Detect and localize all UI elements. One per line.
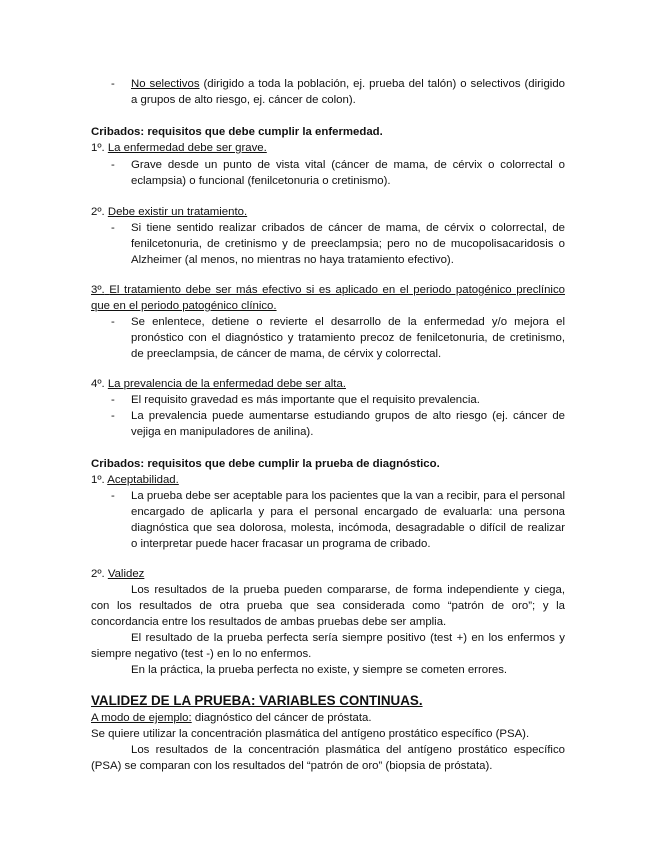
- requirement-title: [91, 204, 247, 220]
- requirement-number: 4º.: [91, 378, 105, 390]
- bullet-dash: -: [111, 159, 115, 171]
- text-line: a grupos de alto riesgo, ej. cáncer de colon).: [131, 94, 356, 106]
- text-line: con los resultados de otra prueba que sea considerada como “patrón de oro”; y la: [91, 600, 565, 612]
- text-line: El resultado de la prueba perfecta sería siempre positivo (test +) en los enfermos y: [131, 632, 565, 644]
- text-line: En la práctica, la prueba perfecta no existe, y siempre se cometen errores.: [131, 664, 508, 676]
- bullet-dash: -: [111, 316, 115, 328]
- text-line: La prevalencia puede aumentarse estudiando grupos de alto riesgo (ej. cáncer de: [131, 410, 565, 422]
- text-line: encargado de aplicarla y para el personal encargado de evaluarla: una persona: [131, 506, 565, 518]
- bullet-dash: -: [111, 410, 115, 422]
- example-text: diagnóstico del cáncer de próstata.: [194, 712, 372, 724]
- underlined-term: No selectivos: [131, 78, 200, 90]
- text-line: Alzheimer (al menos, no mientras no haya tratamiento efectivo).: [131, 254, 454, 266]
- text-line: fenilcetonuria, de cretinismo y de preeclampsia; pero no de mucopolisacaridosis o: [131, 238, 565, 250]
- bullet-dash: -: [111, 78, 115, 90]
- requirement-title-text: Debe existir un tratamiento.: [107, 206, 248, 218]
- requirement-number: 2º.: [91, 568, 105, 580]
- text-line: eclampsia) o funcional (fenilcetonuria o cretinismo).: [131, 175, 391, 187]
- text-line: de preeclampsia, de cáncer de mama, de cérvix y colorrectal.: [131, 348, 442, 360]
- text-line: o interpretar puede hacer fracasar un programa de cribado.: [131, 538, 431, 550]
- main-heading: VALIDEZ DE LA PRUEBA: VARIABLES CONTINUAS.: [91, 693, 423, 708]
- text-line: Se enlentece, detiene o revierte el desarrollo de la enfermedad y/o mejora el: [131, 316, 565, 328]
- requirement-number: 1º.: [91, 474, 105, 486]
- requirement-title-text: Validez: [107, 568, 145, 580]
- requirement-title-text: que en el periodo patogénico clínico.: [91, 300, 277, 312]
- example-line: [91, 710, 372, 726]
- requirement-number: 2º.: [91, 206, 105, 218]
- text-line: vejiga en manipuladores de anilina).: [131, 426, 314, 438]
- requirement-number: 1º.: [91, 142, 105, 154]
- text-line: Grave desde un punto de vista vital (cáncer de mama, de cérvix o colorrectal o: [131, 159, 565, 171]
- text-line: concordancia entre los resultados de ambas pruebas debe ser amplia.: [91, 616, 447, 628]
- text-line: pronóstico con el diagnóstico y tratamiento precoz de fenilcetonuria, de cretinismo,: [131, 332, 565, 344]
- requirement-title: [91, 566, 144, 582]
- requirement-title: [91, 376, 346, 392]
- text-line: Los resultados de la concentración plasmática del antígeno prostático específico: [131, 744, 565, 756]
- section-heading: Cribados: requisitos que debe cumplir la enfermedad.: [91, 126, 383, 138]
- requirement-title-text: La prevalencia de la enfermedad debe ser alta.: [107, 378, 346, 390]
- requirement-title: [91, 472, 179, 488]
- requirement-title-text: El tratamiento debe ser más efectivo si es aplicado en el periodo patogénico preclínico: [109, 284, 565, 296]
- text-line: Si tiene sentido realizar cribados de cáncer de mama, de cérvix o colorrectal, de: [131, 222, 565, 234]
- text-line: El requisito gravedad es más importante que el requisito prevalencia.: [131, 394, 480, 406]
- bullet-dash: -: [111, 394, 115, 406]
- requirement-title-text: La enfermedad debe ser grave.: [107, 142, 267, 154]
- text-line: Los resultados de la prueba pueden compararse, de forma independiente y ciega,: [131, 584, 565, 596]
- text-line: diagnóstica que sea dolorosa, molesta, incómoda, desagradable o difícil de realizar: [131, 522, 565, 534]
- text-line: (dirigido a toda la población, ej. prueba del talón) o selectivos (dirigido: [203, 78, 565, 90]
- requirement-title: [91, 140, 267, 156]
- text-line: siempre negativo (test -) en lo no enfermos.: [91, 648, 312, 660]
- text-line: (PSA) se comparan con los resultados del “patrón de oro” (biopsia de próstata).: [91, 760, 493, 772]
- requirement-title-text: Aceptabilidad.: [107, 474, 179, 486]
- requirement-number: 3º.: [91, 284, 105, 296]
- text-line: Se quiere utilizar la concentración plasmática del antígeno prostático específico (PSA).: [91, 728, 530, 740]
- section-heading: Cribados: requisitos que debe cumplir la prueba de diagnóstico.: [91, 458, 440, 470]
- bullet-dash: -: [111, 222, 115, 234]
- example-label: A modo de ejemplo:: [91, 712, 192, 724]
- text-line: La prueba debe ser aceptable para los pacientes que la van a recibir, para el personal: [131, 490, 565, 502]
- bullet-dash: -: [111, 490, 115, 502]
